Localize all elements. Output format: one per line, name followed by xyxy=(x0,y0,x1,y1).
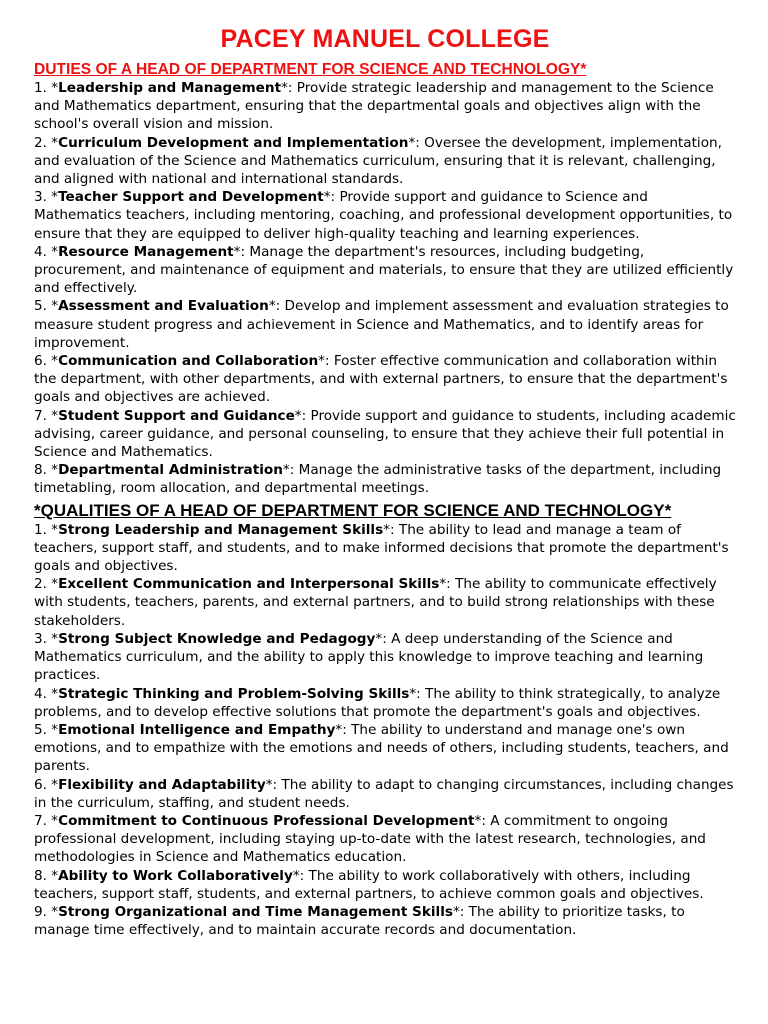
item-number: 3. * xyxy=(34,630,59,647)
item-term: Strong Organizational and Time Management Skills xyxy=(58,903,453,920)
quality-item-1 xyxy=(34,521,736,576)
item-description: *: Develop and implement assessment and evaluation strategies to measure student progress and achievement in Science and Mathematics, and to identify areas for improvement. xyxy=(34,298,729,351)
item-number: 1. * xyxy=(34,521,59,538)
item-number: 6. * xyxy=(34,353,59,370)
item-term: Assessment and Evaluation xyxy=(58,298,269,315)
item-number: 9. * xyxy=(34,903,59,920)
item-number: 7. * xyxy=(34,407,59,424)
item-number: 7. * xyxy=(34,812,59,829)
qualities-heading: *QUALITIES OF A HEAD OF DEPARTMENT FOR SCIENCE AND TECHNOLOGY* xyxy=(34,500,672,520)
quality-item-2 xyxy=(34,575,736,630)
item-description: *: The ability to think strategically, to analyze problems, and to develop effective solutions that promote the department's goals and objectives. xyxy=(34,685,721,720)
item-description: *: Manage the department's resources, including budgeting, procurement, and maintenance of equipment and materials, to ensure that they are utilized efficiently and effectively. xyxy=(34,243,734,297)
item-description: *: Provide support and guidance to Science and Mathematics teachers, including mentoring, coaching, and professional development opportunities, to ensure that they are equipped to deliver high-quality teaching and learning experiences. xyxy=(34,189,733,242)
item-term: Departmental Administration xyxy=(58,462,283,479)
item-number: 4. * xyxy=(34,243,59,260)
duty-item-5 xyxy=(34,297,736,352)
duty-item-4 xyxy=(34,243,736,298)
item-number: 2. * xyxy=(34,576,59,593)
item-term: Leadership and Management xyxy=(58,80,282,96)
quality-item-4 xyxy=(34,685,736,721)
item-term: Teacher Support and Development xyxy=(58,189,324,206)
item-description: *: The ability to understand and manage one's own emotions, and to empathize with the emotions and needs of others, including students, teachers, and parents. xyxy=(34,721,729,775)
item-number: 8. * xyxy=(34,462,59,479)
qualities-list xyxy=(34,521,736,940)
item-number: 4. * xyxy=(34,685,59,702)
item-term: Strong Subject Knowledge and Pedagogy xyxy=(58,630,376,647)
item-description: *: Foster effective communication and collaboration within the department, with other departments, and with external partners, to ensure that the department's goals and objectives are achieved. xyxy=(34,353,728,406)
item-number: 8. * xyxy=(34,867,59,884)
item-term: Curriculum Development and Implementation xyxy=(58,134,409,151)
quality-item-9 xyxy=(34,903,736,939)
quality-item-3 xyxy=(34,630,736,685)
duty-item-2 xyxy=(34,134,736,189)
item-description: *: The ability to prioritize tasks, to manage time effectively, and to maintain accurate records and documentation. xyxy=(34,903,685,939)
item-term: Student Support and Guidance xyxy=(58,407,295,424)
duty-item-3 xyxy=(34,188,736,243)
item-number: 3. * xyxy=(34,189,59,206)
item-number: 5. * xyxy=(34,721,59,738)
item-description: *: A commitment to ongoing professional development, including staying up-to-date with the latest research, technologies, and methodologies in Science and Mathematics education. xyxy=(34,812,706,866)
item-term: Commitment to Continuous Professional Development xyxy=(58,812,475,829)
item-description: *: The ability to communicate effectively with students, teachers, parents, and external partners, and to build strong relationships with these stakeholders. xyxy=(34,576,717,629)
duty-item-6 xyxy=(34,352,736,407)
quality-item-5 xyxy=(34,721,736,776)
item-number: 5. * xyxy=(34,298,59,315)
item-term: Communication and Collaboration xyxy=(58,353,319,370)
item-term: Strong Leadership and Management Skills xyxy=(58,521,384,538)
college-title: PACEY MANUEL COLLEGE xyxy=(220,25,550,53)
item-description: *: The ability to adapt to changing circumstances, including changes in the curriculum, staffing, and student needs. xyxy=(34,776,734,811)
item-term: Ability to Work Collaboratively xyxy=(58,867,293,884)
item-term: Strategic Thinking and Problem-Solving Skills xyxy=(58,685,410,702)
item-number: 2. * xyxy=(34,134,59,151)
item-term: Flexibility and Adaptability xyxy=(58,776,266,793)
duties-list xyxy=(34,79,736,498)
item-number: 1. * xyxy=(34,80,59,96)
item-term: Emotional Intelligence and Empathy xyxy=(58,721,336,738)
item-description: *: The ability to work collaboratively with others, including teachers, support staff, students, and external partners, to achieve common goals and objectives. xyxy=(34,867,704,902)
item-description: *: The ability to lead and manage a team of teachers, support staff, and students, and to make informed decisions that promote the department's goals and objectives. xyxy=(34,521,729,575)
item-term: Excellent Communication and Interpersonal Skills xyxy=(58,576,440,593)
item-description: *: A deep understanding of the Science and Mathematics curriculum, and the ability to apply this knowledge to improve teaching and learning practices. xyxy=(34,630,704,684)
item-number: 6. * xyxy=(34,776,59,793)
duties-heading: DUTIES OF A HEAD OF DEPARTMENT FOR SCIENCE AND TECHNOLOGY* xyxy=(34,61,587,78)
item-description: *: Oversee the development, implementation, and evaluation of the Science and Mathematics curriculum, ensuring that it is relevant, challenging, and aligned with national and international standards. xyxy=(34,134,722,188)
item-term: Resource Management xyxy=(58,243,234,260)
quality-item-8 xyxy=(34,867,736,903)
quality-item-6 xyxy=(34,776,736,812)
quality-item-7 xyxy=(34,812,736,867)
item-description: *: Provide support and guidance to students, including academic advising, career guidance, and personal counseling, to ensure that they achieve their full potential in Science and Mathematics. xyxy=(34,407,736,461)
duty-item-1 xyxy=(34,79,736,134)
document-page xyxy=(34,24,736,939)
item-description: *: Manage the administrative tasks of the department, including timetabling, room allocation, and departmental meetings. xyxy=(34,462,722,497)
duty-item-7 xyxy=(34,407,736,462)
item-description: *: Provide strategic leadership and management to the Science and Mathematics department, ensuring that the departmental goals and objectives align with the school's overall vision and mission. xyxy=(34,80,714,133)
duty-item-8 xyxy=(34,461,736,497)
